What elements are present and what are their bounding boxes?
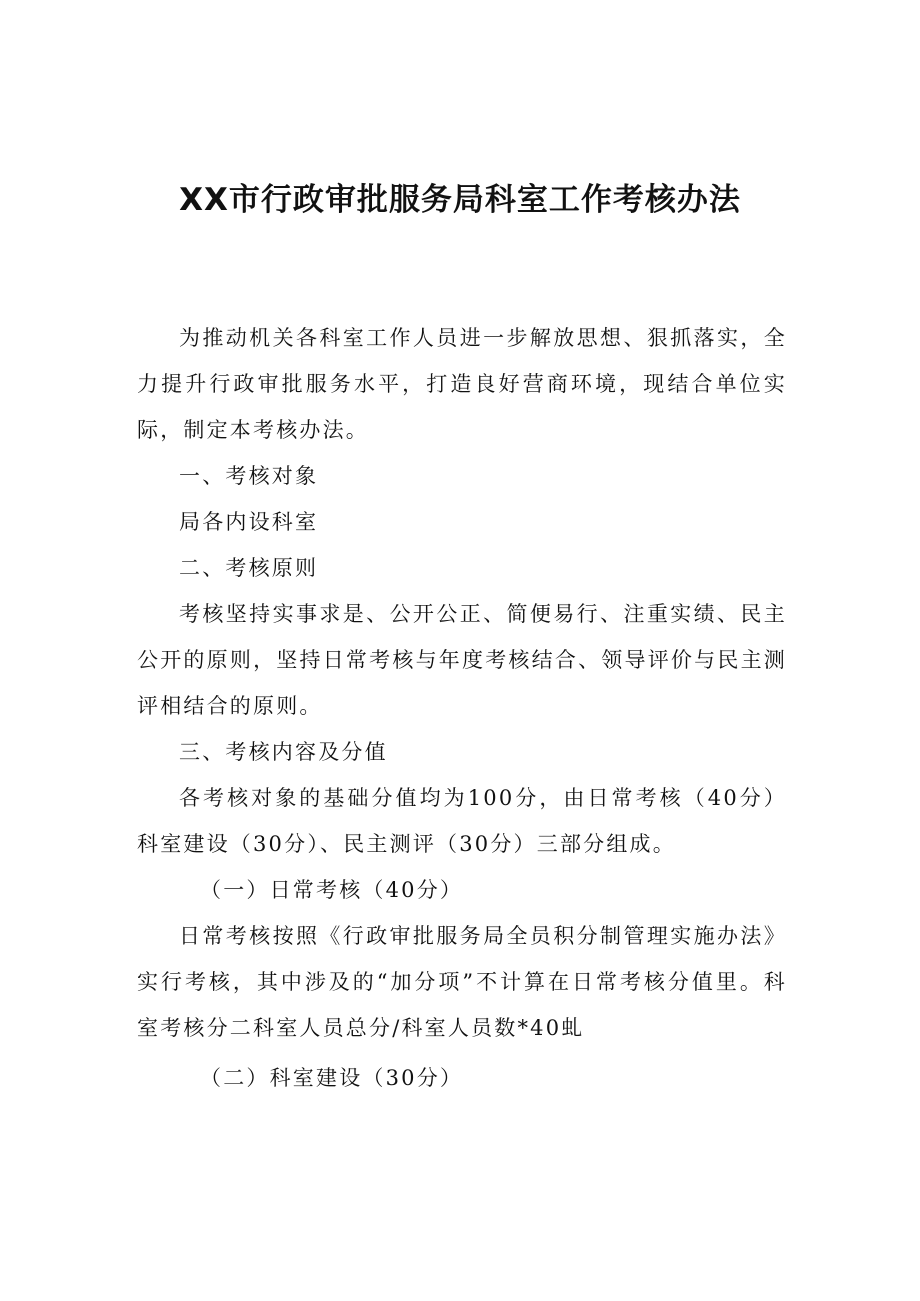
content-and-scores-text: 各考核对象的基础分值均为100分，由日常考核（40分）科室建设（30分）、民主测评（30分）三部分组成。 bbox=[137, 786, 787, 856]
document-title: XX市行政审批服务局科室工作考核办法 bbox=[179, 182, 741, 218]
assessment-principles-text: 考核坚持实事求是、公开公正、简便易行、注重实绩、民主公开的原则，坚持日常考核与年度考核结合、领导评价与民主测评相结合的原则。 bbox=[137, 602, 787, 718]
section-heading-content-and-scores: 三、考核内容及分值 bbox=[179, 740, 388, 764]
section-heading-assessment-principles: 二、考核原则 bbox=[179, 556, 319, 580]
subsection-heading-daily-assessment: （一）日常考核（40分） bbox=[200, 878, 464, 902]
section-heading-assessment-targets: 一、考核对象 bbox=[179, 464, 319, 488]
daily-assessment-text: 日常考核按照《行政审批服务局全员积分制管理实施办法》实行考核，其中涉及的“加分项”不计算在日常考核分值里。科室考核分二科室人员总分/科室人员数*40虬 bbox=[137, 924, 787, 1040]
document-body bbox=[137, 315, 787, 1101]
assessment-targets-text: 局各内设科室 bbox=[179, 510, 319, 534]
intro-paragraph: 为推动机关各科室工作人员进一步解放思想、狠抓落实，全力提升行政审批服务水平，打造良好营商环境，现结合单位实际，制定本考核办法。 bbox=[137, 326, 787, 442]
subsection-heading-office-building: （二）科室建设（30分） bbox=[200, 1066, 464, 1090]
